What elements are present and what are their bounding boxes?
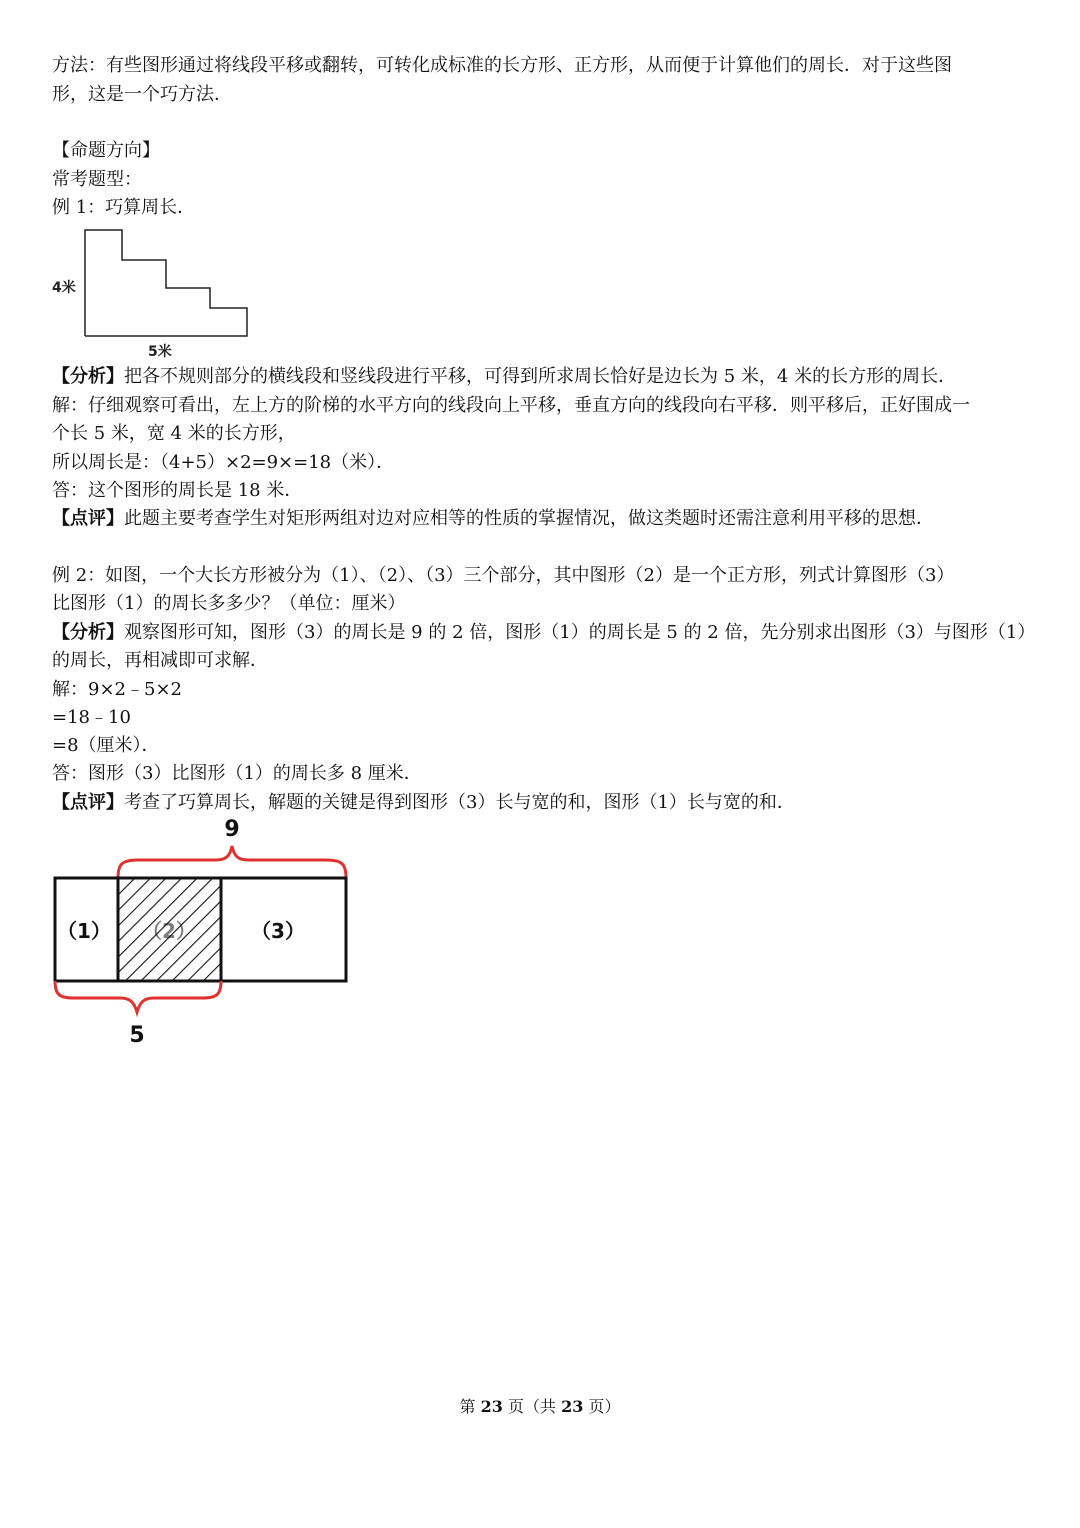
common-types-label: 常考题型：: [52, 169, 142, 190]
staircase-outline: [85, 230, 247, 336]
example2-solution-1: 解：9×2﹣5×2: [52, 679, 182, 700]
example2-line-1: 例 2：如图，一个大长方形被分为（1）、（2）、（3）三个部分，其中图形（2）是一个正方形，列式计算图形（3）: [52, 565, 955, 586]
total-pages: 23: [561, 1397, 584, 1416]
bottom-dimension-label: 5: [129, 1023, 145, 1048]
comment-text: 考查了巧算周长，解题的关键是得到图形（3）长与宽的和，图形（1）长与宽的和．: [124, 792, 795, 813]
height-label: 4米: [52, 280, 76, 296]
part-3-label: （3）: [251, 919, 305, 943]
part-1-label: （1）: [57, 919, 111, 943]
analysis-text: 把各不规则部分的横线段和竖线段进行平移，可得到所求周长恰好是边长为 5 米，4 米的长方形的周长．: [124, 366, 957, 387]
example2-solution-3: =8（厘米）．: [52, 735, 160, 756]
section-title: 【命题方向】: [52, 140, 160, 161]
top-dimension-label: 9: [224, 817, 240, 842]
example1-title: 例 1：巧算周长．: [52, 197, 196, 218]
example2-analysis-line-1: [52, 619, 1035, 647]
footer-suffix: 页）: [583, 1397, 621, 1416]
analysis-text: 观察图形可知，图形（3）的周长是 9 的 2 倍，图形（1）的周长是 5 的 2 倍，先分别求出图形（3）与图形（1）: [124, 622, 1036, 643]
example2-solution-2: =18﹣10: [52, 707, 131, 728]
analysis-tag: 【分析】: [52, 622, 124, 643]
example1-solution-line-3: 所以周长是：（4+5）×2=9×=18（米）．: [52, 452, 395, 473]
width-label: 5米: [148, 344, 172, 360]
comment-tag: 【点评】: [52, 792, 124, 813]
page-footer: [0, 1394, 1080, 1417]
example2-analysis-line-2: 的周长，再相减即可求解．: [52, 650, 268, 671]
page-number: 23: [480, 1397, 503, 1416]
comment-text: 此题主要考查学生对矩形两组对边对应相等的性质的掌握情况，做这类题时还需注意利用平移的思想．: [124, 508, 934, 529]
bottom-brace: [55, 981, 221, 1012]
example2-answer: 答：图形（3）比图形（1）的周长多 8 厘米．: [52, 763, 422, 784]
example1-solution-line-2: 个长 5 米，宽 4 米的长方形，: [52, 423, 296, 444]
comment-tag: 【点评】: [52, 508, 124, 529]
example1-answer: 答：这个图形的周长是 18 米．: [52, 480, 303, 501]
example1-solution-line-1: 解：仔细观察可看出，左上方的阶梯的水平方向的线段向上平移，垂直方向的线段向右平移．则平移后，正好围成一: [52, 395, 970, 416]
method-line-2: 形，这是一个巧方法．: [52, 84, 232, 105]
top-brace: [118, 846, 346, 878]
footer-middle: 页（共: [502, 1397, 562, 1416]
example1-comment: [52, 505, 934, 533]
part-2-label: （2）: [142, 919, 196, 943]
analysis-tag: 【分析】: [52, 366, 124, 387]
staircase-figure: [50, 226, 260, 361]
footer-prefix: 第: [459, 1397, 481, 1416]
example1-analysis: [52, 363, 956, 391]
example2-line-2: 比图形（1）的周长多多少？（单位：厘米）: [52, 593, 406, 614]
method-line-1: 方法：有些图形通过将线段平移或翻转，可转化成标准的长方形、正方形，从而便于计算他们的周长．对于这些图: [52, 55, 952, 76]
rectangle-figure: [0, 810, 400, 1050]
